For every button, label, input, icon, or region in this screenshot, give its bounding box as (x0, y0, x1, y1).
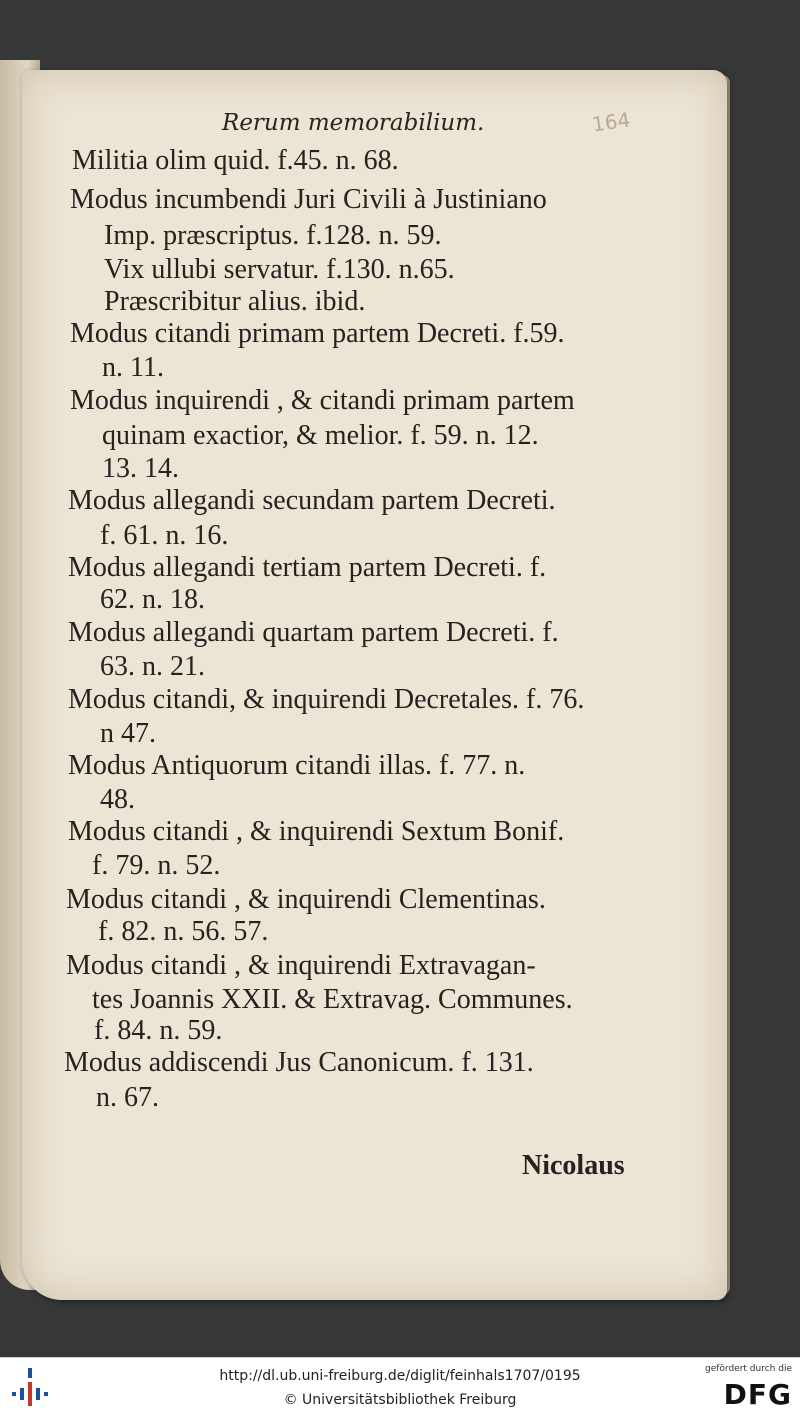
index-line: Modus Antiquorum citandi illas. f. 77. n. (68, 750, 526, 781)
index-line: Imp. præscriptus. f.128. n. 59. (104, 220, 442, 251)
index-line: 62. n. 18. (100, 584, 205, 615)
index-line: n. 67. (96, 1082, 159, 1113)
index-line: 13. 14. (102, 453, 179, 484)
index-line: quinam exactior, & melior. f. 59. n. 12. (102, 420, 539, 451)
index-line: Modus inquirendi , & citandi primam partem (70, 385, 575, 416)
index-line: Modus citandi primam partem Decreti. f.59. (70, 318, 565, 349)
dfg-logo: DFG (723, 1378, 792, 1411)
index-line: f. 82. n. 56. 57. (98, 916, 269, 947)
catchword: Nicolaus (522, 1150, 625, 1181)
index-line: Modus citandi , & inquirendi Extravagan- (66, 950, 536, 981)
dfg-caption: gefördert durch die (705, 1364, 792, 1374)
index-line: f. 61. n. 16. (100, 520, 229, 551)
permalink-url[interactable]: http://dl.ub.uni-freiburg.de/diglit/feinhals1707/0195 (219, 1368, 581, 1384)
index-line: n. 11. (102, 352, 164, 383)
copyright-notice: © Universitätsbibliothek Freiburg (283, 1392, 517, 1408)
handwritten-folio: 164 (590, 107, 632, 137)
dfg-sponsor-block (702, 1364, 792, 1412)
index-line: Modus citandi , & inquirendi Sextum Bonif. (68, 816, 565, 847)
index-line: tes Joannis XXII. & Extravag. Communes. (92, 984, 573, 1015)
index-line: Modus allegandi tertiam partem Decreti. f. (68, 552, 547, 583)
index-line: Vix ullubi servatur. f.130. n.65. (104, 254, 455, 285)
index-line: Præscribitur alius. ibid. (104, 286, 366, 317)
index-line: n 47. (100, 718, 156, 749)
index-line: Modus citandi , & inquirendi Clementinas. (66, 884, 546, 915)
index-line: Militia olim quid. f.45. n. 68. (72, 145, 399, 176)
index-line: f. 84. n. 59. (94, 1015, 223, 1046)
index-line: Modus incumbendi Juri Civili à Justiniano (70, 184, 547, 215)
index-line: Modus allegandi secundam partem Decreti. (68, 485, 556, 516)
index-line: 63. n. 21. (100, 651, 205, 682)
viewer-footer (0, 1357, 800, 1416)
index-line: f. 79. n. 52. (92, 850, 221, 881)
index-line: 48. (100, 784, 135, 815)
index-line: Modus citandi, & inquirendi Decretales. f. 76. (68, 684, 585, 715)
running-head: Rerum memorabilium. (222, 110, 485, 136)
index-line: Modus addiscendi Jus Canonicum. f. 131. (64, 1047, 534, 1078)
index-line: Modus allegandi quartam partem Decreti. f. (68, 617, 559, 648)
